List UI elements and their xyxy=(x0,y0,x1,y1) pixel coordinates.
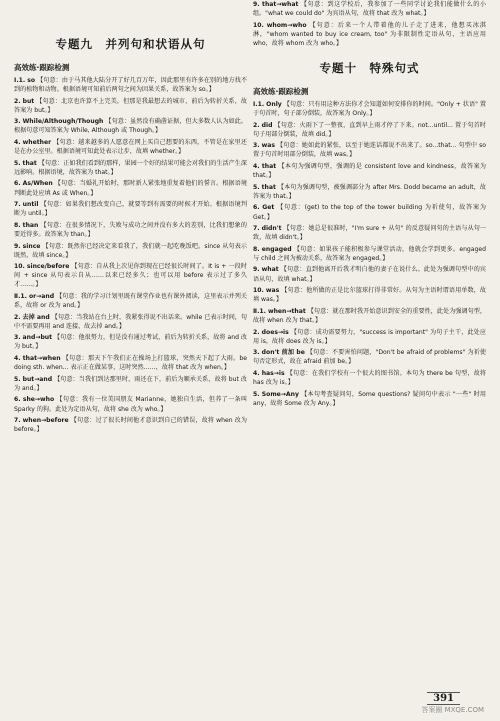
item-answer: has→is xyxy=(261,369,285,377)
answer-list xyxy=(253,100,486,408)
answer-item xyxy=(253,100,486,118)
item-number: 5. xyxy=(253,183,260,191)
item-answer: since xyxy=(22,242,41,250)
item-number: Ⅰ.1. xyxy=(14,77,26,84)
item-answer: As/When xyxy=(22,180,53,188)
item-number: 6. xyxy=(253,204,260,212)
item-number: 7. xyxy=(14,201,21,209)
item-explanation: 【句意：虽然没有确凿证据，但大多数人认为如此。根据句意可知答案为 While, Although 或 Though。】 xyxy=(14,118,248,135)
answer-item xyxy=(14,97,247,115)
item-answer: since/before xyxy=(26,263,70,271)
item-number: 4. xyxy=(253,163,260,171)
item-explanation: 【句意：越来越多的人愿意在网上买自己想要的东西，不管是在家里还是在办公室里。根据语境可知此处表示让步，故填 whether。】 xyxy=(14,139,248,156)
item-number: 4. xyxy=(14,139,21,147)
item-number: 5. xyxy=(14,159,21,167)
answer-item xyxy=(253,245,486,263)
item-answer: and→but xyxy=(22,334,53,342)
item-explanation: 【句意：过了很长时间他才意识到自己的错误，故将 when 改为 before。】 xyxy=(14,417,247,434)
item-explanation: 【句意：只有用这种方法你才会知道如何安排你的时间。"Only + 状语" 置于句首时，句子部分倒装，故答案为 Only。】 xyxy=(253,100,487,118)
item-number: 2. xyxy=(14,313,21,321)
item-answer: but→and xyxy=(22,375,53,383)
item-explanation: 【句意：(get) to the top of the tower building 为祈使句，故答案为 Get。】 xyxy=(253,204,487,221)
item-number: Ⅱ.1. xyxy=(253,307,266,315)
item-answer: but xyxy=(22,97,35,105)
item-answer: whether xyxy=(22,139,52,147)
answer-list-continued xyxy=(253,0,486,48)
item-explanation: 【本句为强调句型，强调的是 consistent love and kindness，故答案为 that。】 xyxy=(253,163,487,180)
watermark: 答案圈 MXQE.COM xyxy=(421,706,484,714)
item-explanation: 【句意：直到他离开后我才明白他的妻子在说什么。此处为强调句型中的宾语从句，故填 what。】 xyxy=(253,266,487,283)
item-answer: or→and xyxy=(28,292,55,300)
item-number: 8. xyxy=(14,221,21,229)
item-explanation: 【句意：就在那时我开始意识到安全的重要性，此处为强调句型，故将 when 改为 that。】 xyxy=(253,307,487,324)
item-explanation: 【句意：我的学习计划里既有课堂作业也有课外阅读，这里表示并列关系，故将 or 改为 and。】 xyxy=(14,292,248,310)
item-number: 10. xyxy=(253,21,264,29)
item-explanation: 【句意：自从我上次见你到现在已经很长时间了。It is + 一段时间 + since 从句表示自从……以来已经多久；也可以用 before 表示过了多久才……。】 xyxy=(14,263,247,289)
item-answer: what xyxy=(261,266,279,274)
item-explanation: 【句意：我有一位美国朋友 Marianne，她独自生活，但养了一条叫 Sparky 的狗。此处为定语从句，故将 she 改为 who。】 xyxy=(14,396,248,413)
item-explanation: 【句意：当我们到达那里时，雨还在下，前后为顺承关系，故将 but 改为 and。】 xyxy=(14,375,248,392)
item-explanation: 【句意：由于马其他大陆分开了好几百万年，因此那里有许多在别的地方找不到的植物和动物。根据语境可知前后两句之间为因果关系，故答案为 so。】 xyxy=(14,77,248,94)
item-number: 6. xyxy=(14,180,21,188)
chapter-title: 专题十 特殊句式 xyxy=(319,60,420,75)
right-column xyxy=(253,0,486,410)
item-answer: did xyxy=(261,121,273,129)
answer-item xyxy=(14,242,247,260)
item-explanation: 【句意：后来一个人带着他的儿子走了进来，他想买冰淇淋，"whom wanted to buy ice cream, too" 为非限制性定语从句，主语应用 who，故将 whom 改为 who。】 xyxy=(253,21,487,47)
item-number: 8. xyxy=(253,245,260,253)
item-explanation: 【句意：正如我们看到的那样，果园一个好的结果可能会对我们的生活产生深远影响。根据语境，故答案为 that。】 xyxy=(14,159,247,176)
answer-item xyxy=(14,292,247,310)
answer-item xyxy=(14,221,247,239)
item-explanation: 【句意：既然你已经决定来看我了，我们就一起吃晚饭吧。since 从句表示既然，故填 since。】 xyxy=(14,242,248,259)
item-explanation: 【句意：火雨下了一整夜，直到早上雨才停了下来。not...until... 置于句首时句子用部分倒装，故填 did。】 xyxy=(253,121,487,138)
item-explanation: 【句意：他很努力，但是没有通过考试，前后为转折关系，故将 and 改为 but。】 xyxy=(14,334,247,351)
item-answer: Get xyxy=(262,204,275,212)
answer-item xyxy=(253,224,486,242)
item-number: 6. xyxy=(14,396,21,404)
item-number: 3. xyxy=(253,142,260,150)
item-number: 2. xyxy=(14,97,21,105)
answer-item xyxy=(14,200,247,218)
item-number: 9. xyxy=(14,242,21,250)
item-answer: that xyxy=(261,163,277,171)
answer-item xyxy=(253,348,486,366)
item-explanation: 【句意：到这学校后，我参加了一些同学讨论我们能做什么的小组。"what we could do" 为宾语从句，故将 that 改为 what。】 xyxy=(253,1,487,18)
answer-item xyxy=(14,179,247,197)
item-explanation: 【本句考查疑问句，Some questions? 疑问句中表示 "一些" 时用 any，故将 Some 改为 Any。】 xyxy=(253,390,486,407)
item-explanation: 【句意：当我站在台上时，我紧张得说不出话来。while 已表示时间，句中不需要再用 and 连接，故去掉 and。】 xyxy=(14,313,248,330)
answer-item xyxy=(253,203,486,221)
answer-item xyxy=(253,0,486,18)
item-answer: that→when xyxy=(22,355,61,363)
item-number: 9. xyxy=(253,266,260,274)
item-explanation: 【句意：成功需要努力，"success is important" 为句子主干，此处应用 is，故将 does 改为 is。】 xyxy=(253,328,486,345)
answer-item xyxy=(14,354,247,372)
item-number: 7. xyxy=(14,417,21,425)
item-answer: Only xyxy=(266,100,282,108)
item-answer: engaged xyxy=(261,245,292,253)
answer-item xyxy=(14,416,247,434)
item-number: 5. xyxy=(253,390,260,398)
item-number: Ⅱ.1. xyxy=(14,292,27,300)
item-answer: don't 前加 be xyxy=(261,349,305,357)
item-explanation: 【句意：不要害怕问题，"Don't be afraid of problems" 为祈使句否定形式，故在 afraid 前加 be。】 xyxy=(253,349,487,366)
item-number: 4. xyxy=(253,369,260,377)
item-number: 3. xyxy=(253,349,260,357)
item-answer: was xyxy=(265,287,280,295)
answer-item xyxy=(14,395,247,413)
item-number: Ⅰ.1. xyxy=(253,100,265,108)
item-explanation: 【句意：当婚礼开始时，那时新人紧张地重复着他们的誓言。根据语境判断此处应填 As 或 When。】 xyxy=(14,180,248,197)
answer-item xyxy=(253,369,486,387)
item-explanation: 【句意：在很多情况下，失败与成功之间并没有多大的差别，比我们想象的要近得多。故答案为 than。】 xyxy=(14,221,248,238)
item-answer: that xyxy=(261,183,276,191)
item-answer: when→that xyxy=(267,307,306,315)
answer-item xyxy=(14,117,247,135)
item-answer: does→is xyxy=(261,328,289,336)
item-explanation: 【本句为强调句型，被强调部分为 after Mrs. Dodd became an adult，故答案为 that。】 xyxy=(253,183,487,200)
item-number: 7. xyxy=(253,225,260,233)
section-heading: 高效练·跟踪检测 xyxy=(253,86,309,96)
item-explanation: 【句意：那天下午我们正在操场上打篮球，突然天下起了大雨。be doing sth. when... 表示正在做某事，这时突然……，故将 that 改为 when。】 xyxy=(14,355,247,372)
item-explanation: 【句意：如果孩子能积极参与课堂活动，他就会学到更多。engaged 与 child 之间为被动关系，故答案为 engaged。】 xyxy=(253,245,487,262)
answer-item xyxy=(253,265,486,283)
chapter-title: 专题九 并列句和状语从句 xyxy=(55,37,206,51)
item-answer: until xyxy=(22,201,39,209)
item-explanation: 【句意：如果我们想改变自己，就要等到有需要的时候才开始。根据语境判断为 until。】 xyxy=(14,201,248,218)
answer-item xyxy=(253,21,486,48)
item-answer: was xyxy=(261,142,275,150)
answer-item xyxy=(253,390,486,408)
item-number: 10. xyxy=(253,287,264,295)
answer-item xyxy=(253,162,486,180)
answer-item xyxy=(14,138,247,156)
answer-item xyxy=(14,333,247,351)
item-number: 2. xyxy=(253,121,260,129)
answer-item xyxy=(14,313,247,331)
item-answer: While/Although/Though xyxy=(22,118,104,126)
item-explanation: 【句意：在我们学校有一个很大的图书馆。本句为 there be 句型，故将 has 改为 is。】 xyxy=(253,369,487,386)
item-answer: that xyxy=(22,159,37,167)
item-explanation: 【句意：他所做的正是比尔篮球打得非常好。从句为主语时谓语用单数，故填 was。】 xyxy=(253,287,487,304)
item-answer: Some→Any xyxy=(261,390,299,398)
item-answer: that→what xyxy=(262,1,299,8)
item-number: 2. xyxy=(253,328,260,336)
item-explanation: 【句意：她如此的紧张，以至于她连话都说不出来了。so...that... 句型中 so 置于句首时用部分倒装，故填 was。】 xyxy=(253,142,487,159)
item-answer: so xyxy=(27,77,36,84)
section-heading: 高效练·跟踪检测 xyxy=(14,63,70,72)
answer-item xyxy=(14,159,247,177)
item-number: 9. xyxy=(253,1,260,8)
answer-item xyxy=(253,183,486,201)
item-answer: didn't xyxy=(261,225,282,233)
item-number: 4. xyxy=(14,355,21,363)
answer-item xyxy=(253,307,486,325)
item-number: 3. xyxy=(14,118,21,126)
item-answer: she→who xyxy=(22,396,55,404)
page-number: 391 xyxy=(427,692,460,705)
answer-item xyxy=(14,262,247,289)
item-answer: whom→who xyxy=(266,21,307,29)
answer-item xyxy=(253,328,486,346)
item-number: 3. xyxy=(14,334,21,342)
left-column xyxy=(14,0,247,437)
answer-item xyxy=(253,141,486,159)
item-answer: when→before xyxy=(22,417,69,425)
item-answer: than xyxy=(22,221,39,229)
answer-item xyxy=(253,286,486,304)
item-number: 10. xyxy=(14,263,25,271)
answer-list xyxy=(14,76,247,434)
answer-item xyxy=(253,121,486,139)
item-answer: 去掉 and xyxy=(22,313,50,321)
item-explanation: 【句意：北京也许算不上完美，但那是我最想去的城市，前后为转折关系，故答案为 but。】 xyxy=(14,97,248,114)
item-number: 5. xyxy=(14,375,21,383)
answer-item xyxy=(14,375,247,393)
item-explanation: 【句意：她总是很准时，"I'm sure + 从句" 的反意疑问句的主语与从句一致，故填 didn't。】 xyxy=(253,225,487,242)
answer-item xyxy=(14,76,247,94)
